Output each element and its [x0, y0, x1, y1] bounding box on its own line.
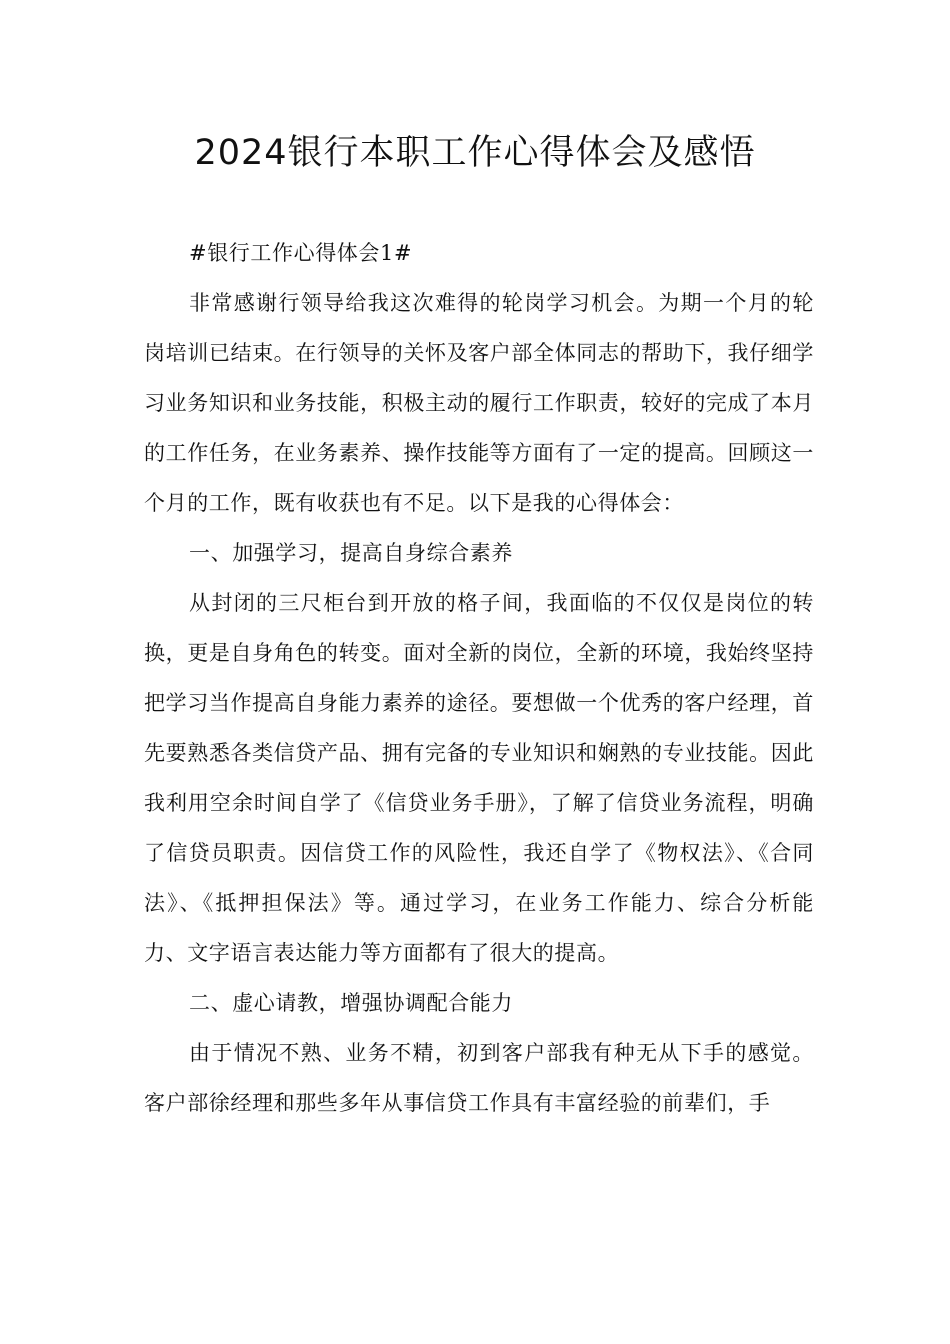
document-body: [144, 228, 814, 1128]
document-title: 2024银行本职工作心得体会及感悟: [194, 133, 756, 173]
intro-paragraph: 非常感谢行领导给我这次难得的轮岗学习机会。为期一个月的轮岗培训已结束。在行领导的关怀及客户部全体同志的帮助下，我仔细学习业务知识和业务技能，积极主动的履行工作职责，较好的完成了本月的工作任务，在业务素养、操作技能等方面有了一定的提高。回顾这一个月的工作，既有收获也有不足。以下是我的心得体会：: [144, 291, 814, 515]
section-tag: #银行工作心得体会1#: [189, 241, 413, 265]
section-1-paragraph: 从封闭的三尺柜台到开放的格子间，我面临的不仅仅是岗位的转换，更是自身角色的转变。面对全新的岗位，全新的环境，我始终坚持把学习当作提高自身能力素养的途径。要想做一个优秀的客户经理，首先要熟悉各类信贷产品、拥有完备的专业知识和娴熟的专业技能。因此我利用空余时间自学了《信贷业务手册》，了解了信贷业务流程，明确了信贷员职责。因信贷工作的风险性，我还自学了《物权法》、《合同法》、《抵押担保法》等。通过学习，在业务工作能力、综合分析能力、文字语言表达能力等方面都有了很大的提高。: [144, 591, 814, 965]
section-heading-1: 一、加强学习，提高自身综合素养: [189, 541, 513, 565]
section-heading-2: 二、虚心请教，增强协调配合能力: [189, 991, 513, 1015]
section-2-paragraph: 由于情况不熟、业务不精，初到客户部我有种无从下手的感觉。客户部徐经理和那些多年从事信贷工作具有丰富经验的前辈们，手: [144, 1041, 814, 1115]
